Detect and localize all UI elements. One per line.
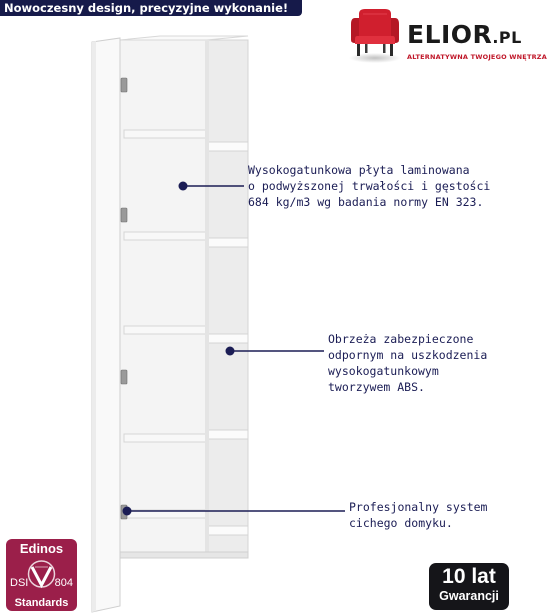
promo-banner: Nowoczesny design, precyzyjne wykonanie! [0, 0, 302, 16]
edinos-standards-badge [6, 539, 77, 611]
badge-standards: Standards [14, 597, 69, 609]
warranty-badge [429, 563, 509, 610]
callout-dot [123, 507, 132, 516]
callout-dot [179, 182, 188, 191]
badge-edinos-title: Edinos [19, 541, 64, 556]
warranty-years: 10 lat [442, 565, 496, 588]
callout-board-quality: Wysokogatunkowa płyta laminowana o podwyższonej trwałości i gęstości 684 kg/m3 wg badania normy EN 323. [248, 163, 491, 209]
certification-check-icon [26, 557, 57, 591]
badge-dsi: DSI [10, 577, 29, 589]
warranty-label: Gwarancji [439, 589, 499, 603]
callout-edges-abs: Obrzeża zabezpieczone odpornym na uszkodzenia wysokogatunkowym tworzywem ABS. [328, 332, 488, 394]
callout-soft-close: Profesjonalny system cichego domyku. [349, 500, 488, 530]
brand-name: ELIOR.PL [407, 20, 522, 49]
brand-tagline: ALTERNATYWNA TWOJEGO WNĘTRZA [407, 53, 547, 61]
callout-dot [226, 347, 235, 356]
badge-number: 804 [54, 577, 73, 589]
